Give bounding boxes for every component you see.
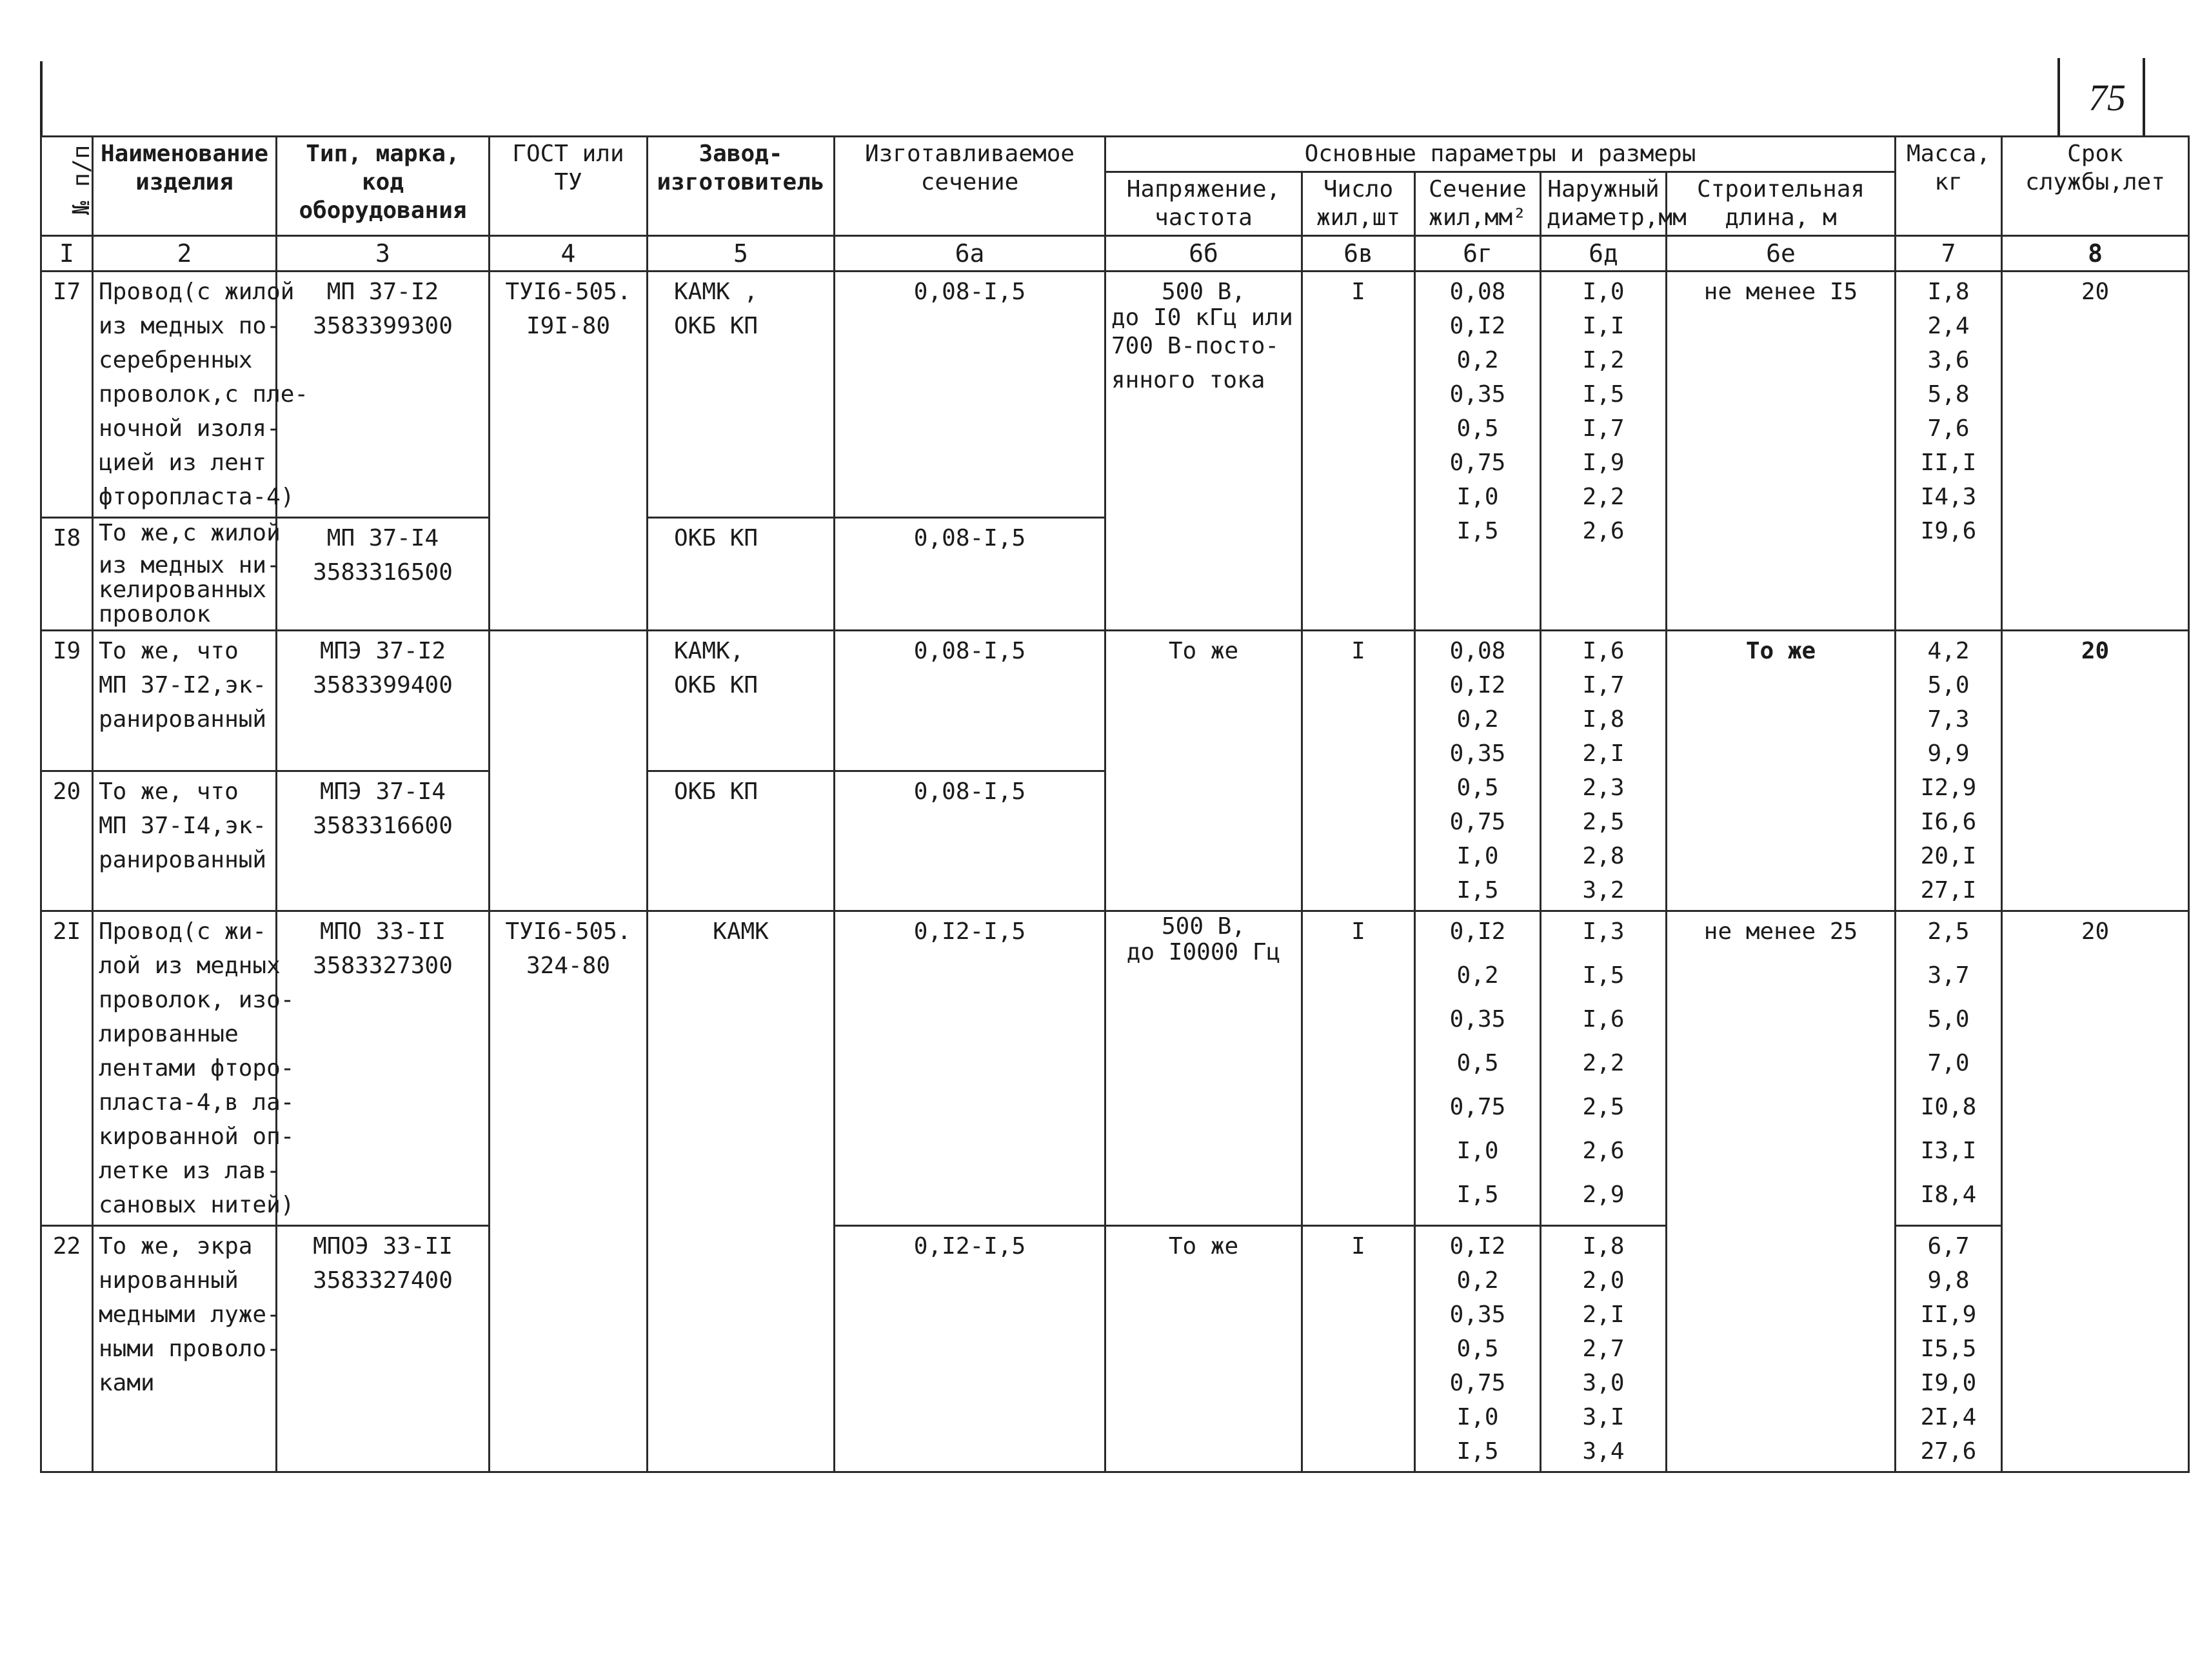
- colnum: 6г: [1415, 236, 1541, 272]
- diameter-value: 3,4: [1582, 1438, 1625, 1465]
- plant-line: КАМК ,: [674, 279, 758, 305]
- mass-value: 27,I: [1920, 877, 1977, 904]
- mass-value: I5,5: [1920, 1336, 1977, 1362]
- name-line: МП 37-I2,эк-: [99, 672, 267, 698]
- plant-line: КАМК,: [674, 638, 744, 664]
- section-value: 0,2: [1456, 1267, 1499, 1294]
- row-section-range: 0,08-I,5: [835, 272, 1105, 518]
- row-section-range: 0,08-I,5: [835, 771, 1105, 911]
- header-voltage: Напряжение, частота: [1105, 172, 1302, 236]
- colnum: 6в: [1302, 236, 1415, 272]
- table-row: [41, 272, 2189, 518]
- margin-line-right-a: [2057, 58, 2060, 137]
- colnum: 6д: [1541, 236, 1667, 272]
- type-line: МПО 33-II: [319, 918, 446, 945]
- cable-spec-table: [40, 135, 2190, 1473]
- header-section-range: Изготавливаемое сечение: [835, 137, 1105, 236]
- row-num: 22: [41, 1226, 93, 1472]
- type-line: МПЭ 37-I4: [319, 778, 446, 805]
- mass-value: II,I: [1920, 450, 1977, 476]
- table-row: [41, 631, 2189, 771]
- diameter-value: 2,9: [1582, 1181, 1625, 1208]
- colnum: 2: [93, 236, 277, 272]
- section-value: I,0: [1456, 843, 1499, 869]
- section-value: 0,75: [1449, 450, 1506, 476]
- section-value: 0,2: [1456, 347, 1499, 373]
- type-line: МП 37-I4: [326, 525, 439, 551]
- row-life: 20: [2002, 631, 2189, 911]
- mass-value: 27,6: [1920, 1438, 1977, 1465]
- diameter-value: 3,I: [1582, 1404, 1625, 1430]
- diameter-value: 2,5: [1582, 809, 1625, 835]
- code-line: 3583316600: [313, 812, 453, 839]
- code-line: 3583316500: [313, 559, 453, 586]
- margin-line-left: [40, 61, 43, 137]
- colnum: 6б: [1105, 236, 1302, 272]
- header-length: Строительная длина, м: [1667, 172, 1896, 236]
- plant-line: ОКБ КП: [674, 525, 758, 551]
- mass-value: 5,0: [1927, 1006, 1970, 1033]
- mass-value: 5,8: [1927, 381, 1970, 408]
- row-type: [277, 518, 490, 631]
- name-line: серебренных: [99, 347, 253, 373]
- mass-value: 5,0: [1927, 672, 1970, 698]
- mass-value: I0,8: [1920, 1094, 1977, 1120]
- name-line: летке из лав-: [99, 1158, 281, 1184]
- name-line: келированных: [99, 577, 267, 603]
- name-line: ночной изоля-: [99, 415, 281, 442]
- row-life: 20: [2002, 272, 2189, 631]
- page-number: 75: [2088, 77, 2126, 119]
- row-section-range: 0,08-I,5: [835, 631, 1105, 771]
- row-plant: [648, 631, 835, 771]
- name-line: лированные: [99, 1021, 239, 1047]
- mass-value: 3,7: [1927, 962, 1970, 989]
- section-value: 0,2: [1456, 962, 1499, 989]
- row-cores: I: [1302, 1226, 1415, 1472]
- row-sections: [1415, 272, 1541, 631]
- mass-value: 3,6: [1927, 347, 1970, 373]
- section-value: I,0: [1456, 1138, 1499, 1164]
- mass-value: 9,8: [1927, 1267, 1970, 1294]
- name-line: То же,с жилой: [99, 520, 281, 546]
- header-group-params: Основные параметры и размеры: [1105, 137, 1896, 172]
- voltage-line: до I0000 Гц: [1126, 939, 1281, 965]
- section-value: 0,5: [1456, 1050, 1499, 1076]
- code-line: 3583327400: [313, 1267, 453, 1294]
- section-value: 0,35: [1449, 1301, 1506, 1328]
- row-cores: I: [1302, 911, 1415, 1226]
- row-num: 2I: [41, 911, 93, 1226]
- diameter-value: 2,5: [1582, 1094, 1625, 1120]
- row-voltage: [1105, 272, 1302, 631]
- row-plant: [648, 518, 835, 631]
- name-line: Провод(с жилой: [99, 279, 295, 305]
- section-value: 0,75: [1449, 1370, 1506, 1396]
- type-line: МПЭ 37-I2: [319, 638, 446, 664]
- header-sections: Сечение жил,мм²: [1415, 172, 1541, 236]
- row-length: не менее I5: [1667, 272, 1896, 631]
- diameter-value: I,3: [1582, 918, 1625, 945]
- row-diameters: [1541, 631, 1667, 911]
- row-num: I7: [41, 272, 93, 518]
- header-plant: Завод-изготовитель: [648, 137, 835, 236]
- header-name: Наименование изделия: [93, 137, 277, 236]
- section-value: 0,I2: [1449, 1233, 1506, 1260]
- mass-value: I8,4: [1920, 1181, 1977, 1208]
- row-gost-empty: [490, 631, 648, 911]
- row-life: 20: [2002, 911, 2189, 1472]
- diameter-value: I,7: [1582, 672, 1625, 698]
- table-row: [41, 911, 2189, 1226]
- row-name: [93, 518, 281, 631]
- row-sections: [1415, 1226, 1541, 1472]
- voltage-line: 500 В,: [1161, 279, 1246, 305]
- diameter-value: 2,2: [1582, 1050, 1625, 1076]
- section-value: I,5: [1456, 1438, 1499, 1465]
- mass-value: 2,4: [1927, 313, 1970, 339]
- mass-value: 20,I: [1920, 843, 1977, 869]
- diameter-value: 3,0: [1582, 1370, 1625, 1396]
- section-value: 0,5: [1456, 1336, 1499, 1362]
- section-value: 0,35: [1449, 381, 1506, 408]
- section-value: 0,35: [1449, 740, 1506, 767]
- row-length: То же: [1667, 631, 1896, 911]
- name-line: То же, что: [99, 778, 239, 805]
- diameter-value: I,2: [1582, 347, 1625, 373]
- diameter-value: I,6: [1582, 638, 1625, 664]
- row-plant: [648, 272, 835, 518]
- section-value: 0,I2: [1449, 918, 1506, 945]
- header-num-label: № п/п: [68, 144, 95, 215]
- name-line: То же, экра: [99, 1233, 253, 1260]
- gost-line: ТУI6-505.: [505, 279, 631, 305]
- gost-line: I9I-80: [526, 313, 611, 339]
- diameter-value: I,I: [1582, 313, 1625, 339]
- section-value: 0,08: [1449, 279, 1506, 305]
- section-value: I,5: [1456, 518, 1499, 544]
- name-line: пласта-4,в ла-: [99, 1089, 295, 1116]
- section-value: I,0: [1456, 484, 1499, 510]
- row-diameters: [1541, 911, 1667, 1226]
- name-line: из медных ни-: [99, 552, 281, 578]
- header-type: Тип, марка, код оборудования: [277, 137, 490, 236]
- name-line: из медных по-: [99, 313, 281, 339]
- mass-value: 2,5: [1927, 918, 1970, 945]
- section-value: I,0: [1456, 1404, 1499, 1430]
- name-line: лой из медных: [99, 953, 281, 979]
- diameter-value: 2,3: [1582, 775, 1625, 801]
- row-type: [277, 911, 490, 1226]
- name-line: нированный: [99, 1267, 239, 1294]
- row-name: [93, 272, 309, 518]
- mass-value: I3,I: [1920, 1138, 1977, 1164]
- name-line: проволок: [99, 601, 211, 628]
- row-mass: [1896, 631, 2002, 911]
- plant-line: ОКБ КП: [674, 672, 758, 698]
- section-value: I,5: [1456, 1181, 1499, 1208]
- mass-value: 4,2: [1927, 638, 1970, 664]
- row-section-range: 0,08-I,5: [835, 518, 1105, 631]
- diameter-value: 2,0: [1582, 1267, 1625, 1294]
- type-line: МПОЭ 33-II: [313, 1233, 453, 1260]
- header-mass: Масса, кг: [1896, 137, 2002, 236]
- mass-value: I4,3: [1920, 484, 1977, 510]
- row-name: [93, 911, 295, 1226]
- diameter-value: I,8: [1582, 706, 1625, 733]
- diameter-value: I,5: [1582, 962, 1625, 989]
- code-line: 3583399400: [313, 672, 453, 698]
- row-voltage: То же: [1105, 1226, 1302, 1472]
- section-value: 0,I2: [1449, 672, 1506, 698]
- diameter-value: I,9: [1582, 450, 1625, 476]
- name-line: МП 37-I4,эк-: [99, 812, 267, 839]
- section-value: I,5: [1456, 877, 1499, 904]
- header-row-1: [41, 137, 2189, 172]
- colnum: 3: [277, 236, 490, 272]
- row-name: [93, 631, 277, 771]
- code-line: 3583327300: [313, 953, 453, 979]
- code-line: 3583399300: [313, 313, 453, 339]
- row-type: [277, 771, 490, 911]
- row-num: 20: [41, 771, 93, 911]
- section-value: 0,08: [1449, 638, 1506, 664]
- row-section-range: 0,I2-I,5: [835, 911, 1105, 1226]
- voltage-line: до I0 кГц или: [1111, 304, 1293, 331]
- section-value: 0,5: [1456, 415, 1499, 442]
- mass-value: I,8: [1927, 279, 1970, 305]
- row-diameters: [1541, 1226, 1667, 1472]
- diameter-value: 2,I: [1582, 1301, 1625, 1328]
- diameter-value: 2,I: [1582, 740, 1625, 767]
- header-cores: Число жил,шт: [1302, 172, 1415, 236]
- diameter-value: 2,7: [1582, 1336, 1625, 1362]
- voltage-line: янного тока: [1111, 367, 1265, 393]
- row-gost: [490, 911, 648, 1472]
- row-plant: [648, 771, 835, 911]
- name-line: фторопласта-4): [99, 484, 295, 510]
- name-line: Провод(с жи-: [99, 918, 267, 945]
- voltage-line: 700 В-посто-: [1111, 333, 1280, 359]
- name-line: проволок,с пле-: [99, 381, 309, 408]
- row-type: [277, 1226, 490, 1472]
- mass-value: I9,6: [1920, 518, 1977, 544]
- header-diameter: Наружный диаметр,мм: [1541, 172, 1667, 236]
- mass-value: 6,7: [1927, 1233, 1970, 1260]
- diameter-value: I,5: [1582, 381, 1625, 408]
- mass-value: 2I,4: [1920, 1404, 1977, 1430]
- row-sections: [1415, 911, 1541, 1226]
- gost-line: ТУI6-505.: [505, 918, 631, 945]
- gost-line: 324-80: [526, 953, 611, 979]
- colnum: I: [41, 236, 93, 272]
- colnum: 7: [1896, 236, 2002, 272]
- name-line: ранированный: [99, 706, 267, 733]
- name-line: ными проволо-: [99, 1336, 281, 1362]
- colnum: 8: [2002, 236, 2189, 272]
- name-line: То же, что: [99, 638, 239, 664]
- colnum: 5: [648, 236, 835, 272]
- colnum: 6е: [1667, 236, 1896, 272]
- row-name: [93, 1226, 281, 1472]
- section-value: 0,2: [1456, 706, 1499, 733]
- mass-value: 9,9: [1927, 740, 1970, 767]
- header-num: [41, 137, 93, 236]
- name-line: кированной оп-: [99, 1123, 295, 1150]
- plant-line: ОКБ КП: [674, 778, 758, 805]
- row-diameters: [1541, 272, 1667, 631]
- diameter-value: I,0: [1582, 279, 1625, 305]
- colnum: 4: [490, 236, 648, 272]
- row-mass: [1896, 1226, 2002, 1472]
- header-life: Срок службы,лет: [2002, 137, 2189, 236]
- row-cores: I: [1302, 272, 1415, 631]
- voltage-line: 500 В,: [1161, 913, 1246, 940]
- name-line: ками: [99, 1370, 155, 1396]
- section-value: 0,35: [1449, 1006, 1506, 1033]
- mass-value: I6,6: [1920, 809, 1977, 835]
- diameter-value: 2,8: [1582, 843, 1625, 869]
- margin-line-right-b: [2143, 58, 2145, 137]
- row-length: не менее 25: [1667, 911, 1896, 1472]
- diameter-value: 2,6: [1582, 1138, 1625, 1164]
- row-plant: КАМК: [648, 911, 835, 1472]
- row-section-range: 0,I2-I,5: [835, 1226, 1105, 1472]
- diameter-value: I,8: [1582, 1233, 1625, 1260]
- name-line: проволок, изо-: [99, 987, 295, 1013]
- section-value: 0,I2: [1449, 313, 1506, 339]
- colnum: 6а: [835, 236, 1105, 272]
- name-line: лентами фторо-: [99, 1055, 295, 1082]
- row-type: [277, 272, 490, 518]
- name-line: сановых нитей): [99, 1192, 295, 1218]
- row-mass: [1896, 272, 2002, 631]
- row-num: I8: [41, 518, 93, 631]
- section-value: 0,5: [1456, 775, 1499, 801]
- diameter-value: 3,2: [1582, 877, 1625, 904]
- row-name: [93, 771, 277, 911]
- row-voltage: [1105, 911, 1302, 1226]
- diameter-value: I,6: [1582, 1006, 1625, 1033]
- section-value: 0,75: [1449, 809, 1506, 835]
- column-numbers-row: [41, 236, 2189, 272]
- type-line: МП 37-I2: [326, 279, 439, 305]
- mass-value: 7,0: [1927, 1050, 1970, 1076]
- name-line: ранированный: [99, 846, 267, 873]
- mass-value: 7,6: [1927, 415, 1970, 442]
- header-gost: ГОСТ или ТУ: [490, 137, 648, 236]
- plant-line: ОКБ КП: [674, 313, 758, 339]
- mass-value: I2,9: [1920, 775, 1977, 801]
- diameter-value: 2,2: [1582, 484, 1625, 510]
- row-voltage: То же: [1105, 631, 1302, 911]
- row-gost: [490, 272, 648, 631]
- mass-value: II,9: [1920, 1301, 1977, 1328]
- name-line: цией из лент: [99, 450, 267, 476]
- diameter-value: I,7: [1582, 415, 1625, 442]
- name-line: медными луже-: [99, 1301, 281, 1328]
- mass-value: I9,0: [1920, 1370, 1977, 1396]
- mass-value: 7,3: [1927, 706, 1970, 733]
- section-value: 0,75: [1449, 1094, 1506, 1120]
- row-cores: I: [1302, 631, 1415, 911]
- row-num: I9: [41, 631, 93, 771]
- row-sections: [1415, 631, 1541, 911]
- row-mass: [1896, 911, 2002, 1226]
- row-type: [277, 631, 490, 771]
- diameter-value: 2,6: [1582, 518, 1625, 544]
